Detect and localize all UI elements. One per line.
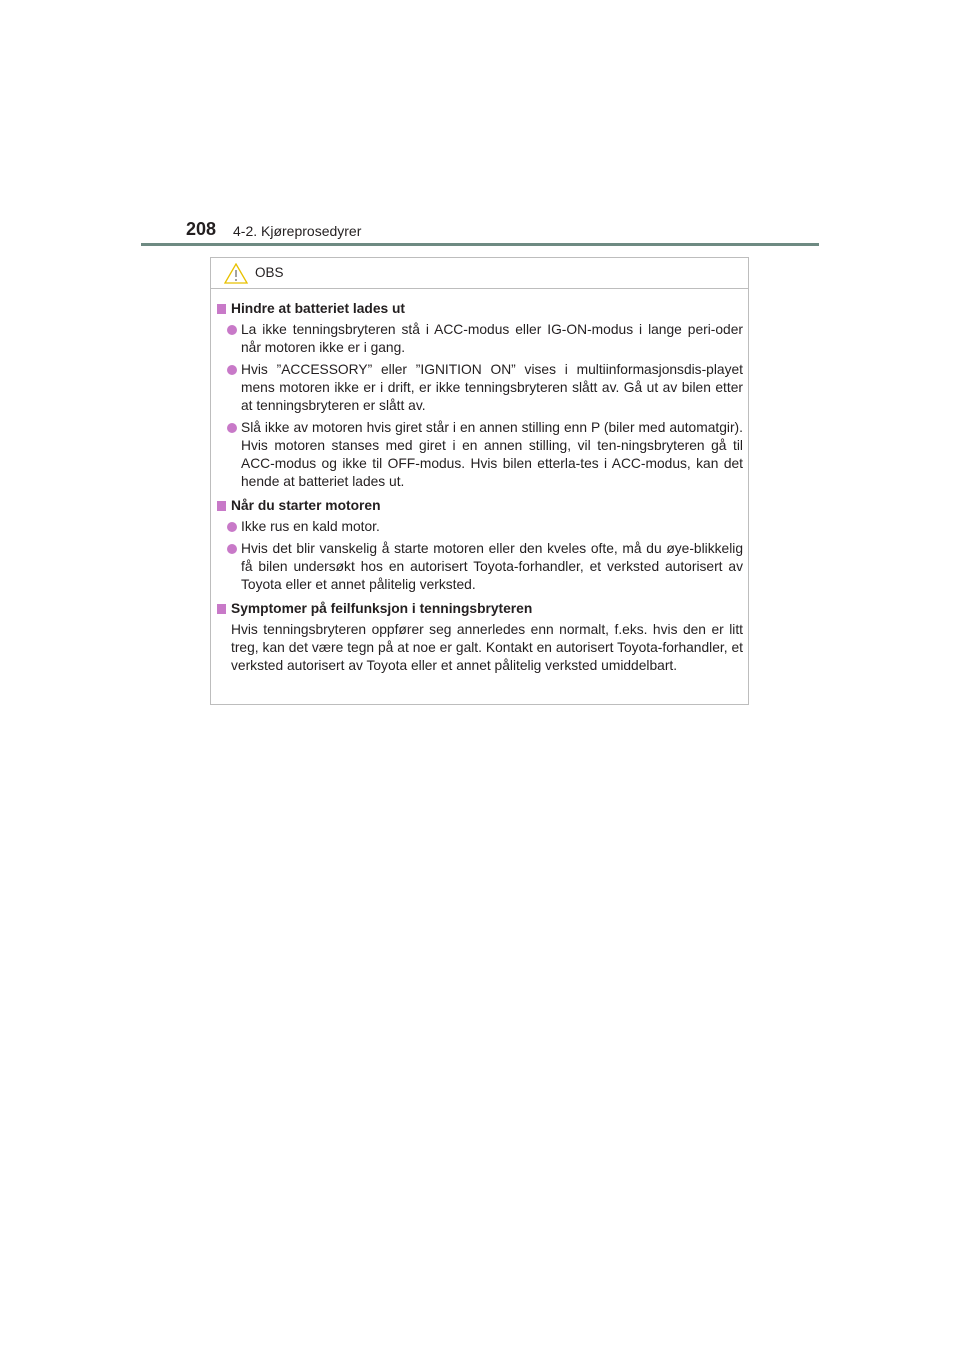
circle-bullet-icon xyxy=(227,325,237,335)
circle-bullet-icon xyxy=(227,522,237,532)
circle-bullet-icon xyxy=(227,365,237,375)
list-item xyxy=(217,321,743,357)
section-heading xyxy=(217,497,743,515)
square-bullet-icon xyxy=(217,604,226,614)
list-item-text: Ikke rus en kald motor. xyxy=(241,519,380,534)
caution-title: OBS xyxy=(255,265,284,280)
warning-triangle-icon xyxy=(224,263,248,284)
circle-bullet-icon xyxy=(227,423,237,433)
section-heading-text: Når du starter motoren xyxy=(231,498,381,513)
section-heading xyxy=(217,300,743,318)
list-item-text: Slå ikke av motoren hvis giret står i en annen stilling enn P (biler med automatgir). Hvis motoren stanses med giret i en annen stilling, vil ten-ningsbryteren gå til ACC-modus og ikke til OFF-modus. Hvis bilen etterla-tes i ACC-modus, kan det hende at batteriet lades ut. xyxy=(241,420,743,489)
list-item-text: La ikke tenningsbryteren stå i ACC-modus eller IG-ON-modus i lange peri-oder når motoren ikke er i gang. xyxy=(241,322,743,355)
list-item xyxy=(217,540,743,594)
caution-box xyxy=(210,257,749,705)
section-heading-text: Hindre at batteriet lades ut xyxy=(231,301,406,316)
section-heading-text: Symptomer på feilfunksjon i tenningsbryteren xyxy=(231,601,533,616)
page-number: 208 xyxy=(186,219,217,239)
header-rule xyxy=(141,243,819,246)
caution-header xyxy=(211,258,748,289)
list-item xyxy=(217,518,743,536)
section-heading xyxy=(217,600,743,618)
list-item-text: Hvis ”ACCESSORY” eller ”IGNITION ON” vises i multiinformasjonsdis-playet mens motoren ikke er i drift, er ikke tenningsbryteren slått av. Gå ut av bilen etter at tenningsbryteren er slått av. xyxy=(241,362,743,413)
circle-bullet-icon xyxy=(227,544,237,554)
list-item xyxy=(217,419,743,491)
square-bullet-icon xyxy=(217,304,226,314)
caution-body xyxy=(217,300,743,675)
square-bullet-icon xyxy=(217,501,226,511)
section-paragraph: Hvis tenningsbryteren oppfører seg annerledes enn normalt, f.eks. hvis den er litt treg, kan det være tegn på at noe er galt. Kontakt en autorisert Toyota-forhandler, et verksted autorisert av Toyota eller et annet pålitelig verksted umiddelbart. xyxy=(231,622,743,673)
section-title: 4-2. Kjøreprosedyrer xyxy=(233,223,362,239)
list-item-text: Hvis det blir vanskelig å starte motoren eller den kveles ofte, må du øye-blikkelig få bilen undersøkt hos en autorisert Toyota-forhandler, et verksted autorisert av Toyota eller et annet pålitelig verksted. xyxy=(241,541,743,592)
list-item xyxy=(217,361,743,415)
